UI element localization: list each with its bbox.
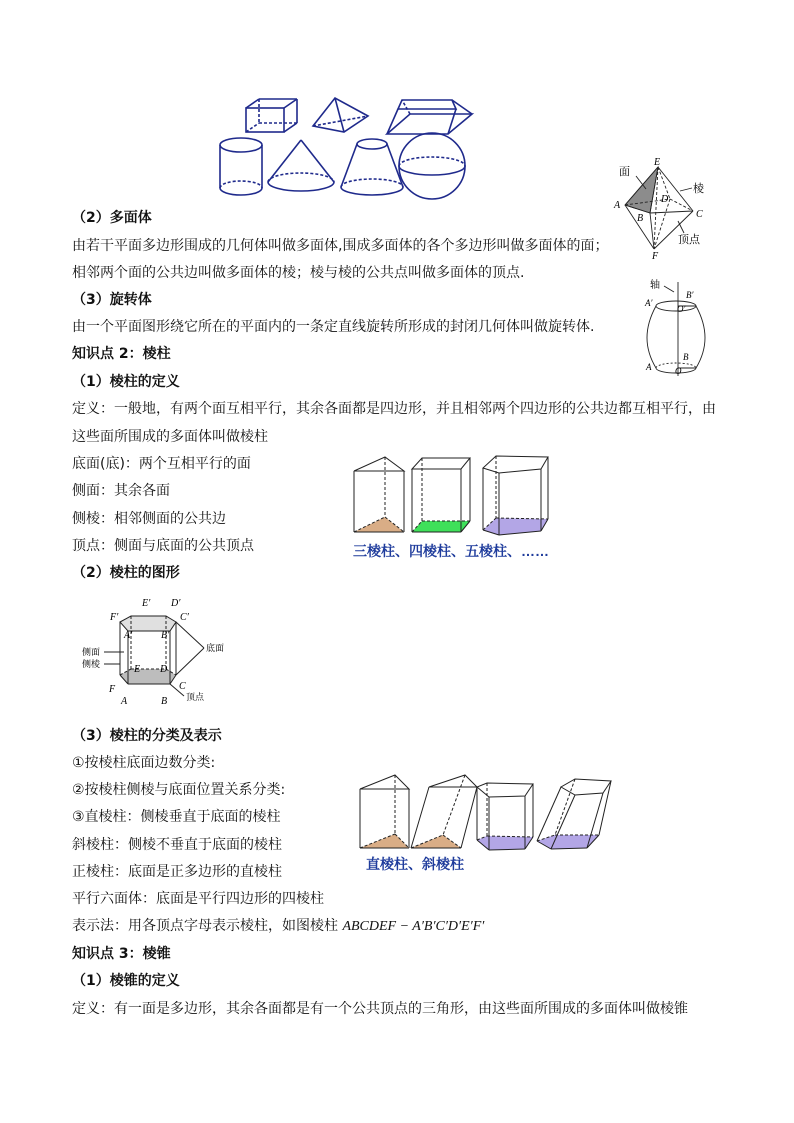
prism-edge-def: 侧棱：相邻侧面的公共边 [72, 511, 226, 527]
prism-def-heading: （1）棱柱的定义 [72, 374, 180, 390]
barrel-O1: O′ [677, 304, 686, 314]
barrel-axis-label: 轴 [650, 280, 660, 291]
revolution-heading: （3）旋转体 [72, 292, 152, 308]
prism-lateral-def: 侧面：其余各面 [72, 483, 170, 499]
hex-D1: D′ [171, 598, 181, 609]
octa-face-label: 面 [619, 166, 630, 178]
notation-line [72, 916, 484, 937]
prism-point-heading: 知识点 2：棱柱 [72, 346, 171, 362]
hex-F1: F′ [110, 612, 119, 623]
prism-types-figure [350, 455, 560, 537]
barrel-O: O [675, 366, 682, 376]
polyhedron-text-1: 由若干平面多边形围成的几何体叫做多面体,围成多面体的各个多边形叫做多面体的面； [72, 238, 609, 254]
barrel-B: B [683, 352, 689, 362]
cone-frustum-shape [341, 139, 403, 195]
prism-class-item-1: ①按棱柱底面边数分类: [72, 755, 216, 771]
solids-figure [210, 92, 480, 202]
oblique-prism-def: 斜棱柱：侧棱不垂直于底面的棱柱 [72, 837, 282, 853]
polyhedron-heading: （2）多面体 [72, 210, 152, 226]
hex-base-face-label: 底面 [206, 643, 225, 653]
prism-vertex-def: 顶点：侧面与底面的公共顶点 [72, 538, 254, 554]
frustum-shape [387, 100, 472, 134]
barrel-B1: B′ [686, 290, 694, 300]
prism-figure-heading: （2）棱柱的图形 [72, 565, 180, 581]
hex-E1: E′ [142, 598, 151, 609]
prism-base-def: 底面(底)：两个互相平行的面 [72, 456, 251, 472]
hex-C1: C′ [180, 612, 189, 623]
hex-B1: B′ [161, 630, 170, 641]
hex-F: F [109, 684, 116, 695]
hex-B: B [161, 696, 168, 707]
octa-F: F [652, 251, 659, 262]
sphere-shape [399, 133, 465, 199]
polyhedron-text-2: 相邻两个面的公共边叫做多面体的棱；棱与棱的公共点叫做多面体的顶点. [72, 265, 525, 281]
hex-A1: A′ [124, 630, 133, 641]
octa-C: C [696, 209, 703, 220]
prism-def-text-2: 这些面所围成的多面体叫做棱柱 [72, 429, 268, 445]
barrel-figure [640, 278, 720, 380]
prism-class-item-3: ③直棱柱：侧棱垂直于底面的棱柱 [72, 809, 281, 825]
pyramid-point-heading: 知识点 3：棱锥 [72, 946, 171, 962]
hex-E: E [134, 664, 141, 675]
hex-prism-figure [80, 592, 240, 710]
hex-D: D [160, 664, 168, 675]
octahedron-figure [610, 155, 720, 263]
prism-class-item-2: ②按棱柱侧棱与底面位置关系分类: [72, 782, 286, 798]
octa-B: B [637, 213, 644, 224]
barrel-A1: A′ [645, 298, 653, 308]
octa-vertex-label: 顶点 [678, 234, 700, 246]
cone-shape [268, 140, 334, 191]
straight-oblique-figure [355, 773, 615, 853]
cylinder-shape [220, 138, 262, 195]
barrel-A: A [646, 362, 652, 372]
hex-vertex-label: 顶点 [186, 692, 205, 702]
octa-edge-label: 棱 [693, 183, 704, 195]
prism-def-text-1: 定义：一般地，有两个面互相平行，其余各面都是四边形，并且相邻两个四边形的公共边都互相平行，由 [72, 401, 716, 417]
notation-prefix: 表示法：用各顶点字母表示棱柱，如图棱柱 [72, 918, 338, 934]
octa-E: E [654, 157, 661, 168]
notation-math: ABCDEF − A′B′C′D′E′F′ [342, 919, 485, 934]
hex-C: C [179, 681, 186, 692]
octa-D: D [661, 194, 669, 205]
prism-class-heading: （3）棱柱的分类及表示 [72, 728, 222, 744]
cube-shape [246, 99, 297, 132]
hex-lateral-face-label: 侧面 [82, 647, 101, 657]
octa-A: A [614, 200, 621, 211]
prism-types-caption: 三棱柱、四棱柱、五棱柱、…… [353, 543, 549, 559]
regular-prism-def: 正棱柱：底面是正多边形的直棱柱 [72, 864, 282, 880]
hex-A: A [121, 696, 128, 707]
pyramid-def-heading: （1）棱锥的定义 [72, 973, 180, 989]
revolution-text: 由一个平面图形绕它所在的平面内的一条定直线旋转所形成的封闭几何体叫做旋转体. [72, 319, 595, 335]
straight-oblique-caption: 直棱柱、斜棱柱 [366, 856, 464, 872]
pyramid-def-text: 定义：有一面是多边形，其余各面都是有一个公共顶点的三角形，由这些面所围成的多面体叫做棱锥 [72, 1001, 688, 1017]
parallelepiped-def: 平行六面体：底面是平行四边形的四棱柱 [72, 891, 324, 907]
hex-lateral-edge-label: 侧棱 [82, 659, 101, 669]
pyramid-shape [313, 98, 368, 132]
